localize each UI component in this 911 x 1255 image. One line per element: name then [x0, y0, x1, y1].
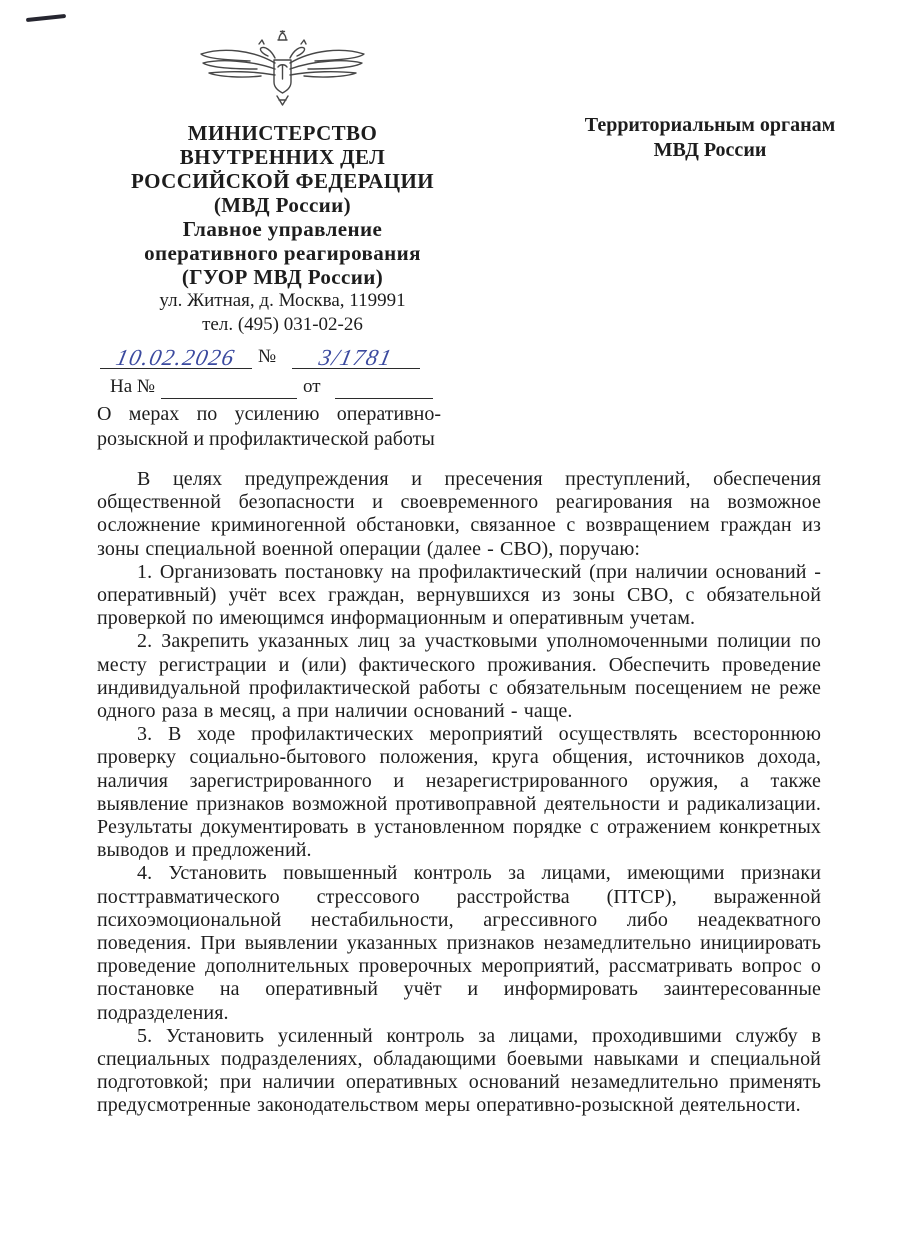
ministry-abbrev: (МВД России) [213, 193, 352, 217]
number-sign-label: № [258, 346, 277, 367]
reply-from-label: от [303, 376, 321, 397]
reply-number-label: На № [110, 376, 156, 397]
addressee-line-2: МВД России [653, 139, 767, 161]
reply-date-field [335, 372, 433, 399]
handwritten-date: 10.02.2026 [113, 345, 238, 370]
body-paragraph-item-5: 5. Установить усиленный контроль за лицами, проходившими службу в специальных подразделениях, обладающими боевыми навыками и специальной подготовкой; при наличии оперативных оснований незамедлительно применять предусмотренные законодательством меры оперативно-розыскной деятельности. [97, 1024, 821, 1117]
reply-reference-row [100, 372, 465, 399]
ministry-line-2: ВНУТРЕННИХ ДЕЛ [179, 145, 386, 169]
ministry-line-3: РОССИЙСКОЙ ФЕДЕРАЦИИ [131, 169, 434, 193]
handwritten-number: 3/1781 [316, 345, 395, 370]
subject-line: О мерах по усилению оперативно-розыскной и профилактической работы [97, 403, 441, 450]
letter-body [97, 468, 821, 1118]
body-paragraph-item-3: 3. В ходе профилактических мероприятий осуществлять всестороннюю проверку социально-бытового положения, круга общения, источников дохода, наличия зарегистрированного и незарегистрированного оружия, а также выявление признаков возможной противоправной деятельности и радикализации. Результаты документировать в установленном порядке с отражением конкретных выводов и предложений. [97, 723, 821, 862]
department-line-1: Главное управление [182, 217, 383, 241]
requisites-block [100, 342, 465, 399]
addressee-block [545, 113, 875, 163]
reply-number-field [161, 372, 297, 399]
letterhead [100, 30, 465, 399]
ministry-line-1: МИНИСТЕРСТВО [187, 121, 378, 145]
department-line-2: оперативного реагирования [144, 241, 421, 265]
addressee-line-1: Территориальным органам [584, 114, 836, 136]
date-number-row [100, 342, 465, 369]
date-field [100, 342, 252, 369]
department-abbrev: (ГУОР МВД России) [181, 265, 384, 289]
scan-artifact-mark [26, 14, 66, 22]
body-paragraph-item-2: 2. Закрепить указанных лиц за участковыми уполномоченными полиции по месту регистрации и (или) фактического проживания. Обеспечить проведение индивидуальной профилактической работы с обязательным посещением не реже одного раза в месяц, а при наличии оснований - чаще. [97, 630, 821, 723]
address-line: ул. Житная, д. Москва, 119991 [159, 290, 406, 311]
mvd-double-headed-eagle-icon [195, 30, 370, 119]
body-paragraph-item-4: 4. Установить повышенный контроль за лицами, имеющими признаки посттравматического стрессового расстройства (ПТСР), выраженной психоэмоциональной нестабильности, агрессивного либо неадекватного поведения. При выявлении указанных признаков незамедлительно инициировать проведение дополнительных проверочных мероприятий, рассматривать вопрос о постановке на оперативный учёт и информировать заинтересованные подразделения. [97, 862, 821, 1024]
outgoing-number-field [292, 342, 420, 369]
body-paragraph-item-1: 1. Организовать постановку на профилактический (при наличии оснований - оперативный) учёт всех граждан, вернувшихся из зоны СВО, с обязательной проверкой по имеющимся информационным и оперативным учетам. [97, 560, 821, 630]
body-paragraph-intro: В целях предупреждения и пресечения преступлений, обеспечения общественной безопасности и своевременного реагирования на возможное осложнение криминогенной обстановки, связанное с возвращением граждан из зоны специальной военной операции (далее - СВО), поручаю: [97, 468, 821, 560]
phone-line: тел. (495) 031-02-26 [202, 314, 363, 335]
